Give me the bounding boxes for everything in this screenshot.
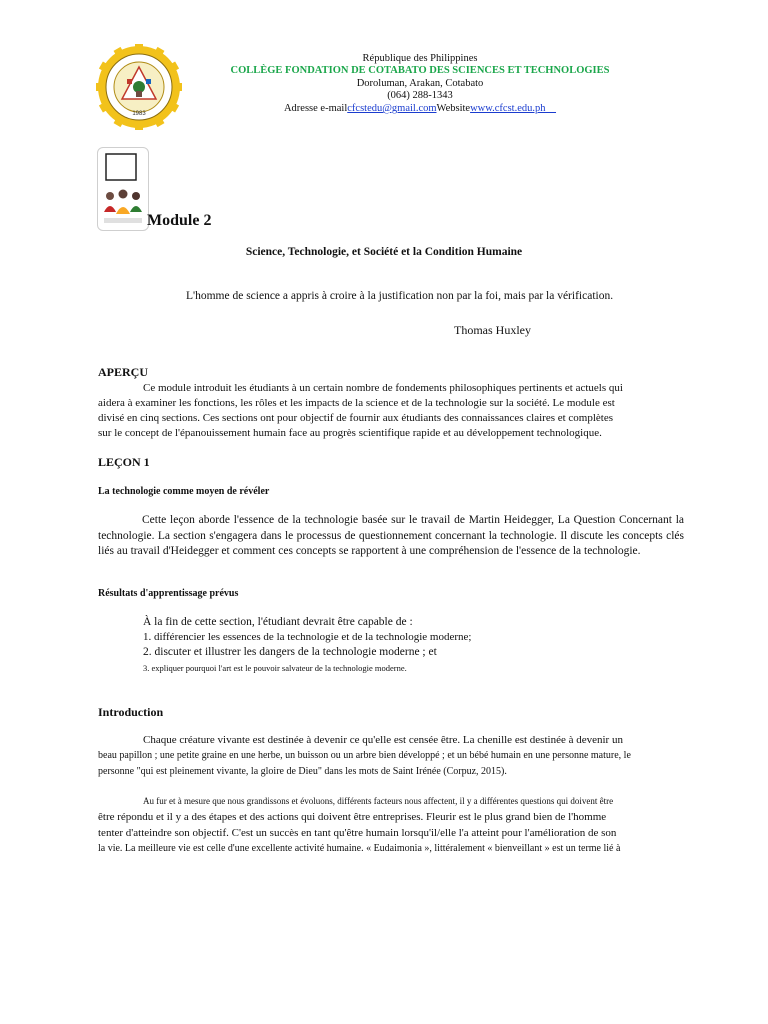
lecon-paragraph-text: Cette leçon aborde l'essence de la technologie basée sur le travail de Martin Heidegger, La Question Concernant la technologie. La section s'engagera dans le processus de questionnement concernant la technologie. Il discute les concepts clés liés au travail d'Heidegger et comment ces concepts se rapportent à une compréhension de l'essence de la technologie.: [98, 514, 684, 557]
epigraph-author: Thomas Huxley: [454, 323, 531, 337]
intro-p2-line-3: tenter d'atteindre son objectif. C'est un succès en tant qu'être humain lorsqu'il/elle l'a atteint pour l'amélioration de son: [98, 827, 617, 839]
resultats-item-2: 2. discuter et illustrer les dangers de la technologie moderne ; et: [143, 646, 437, 658]
intro-p2-line-1: Au fur et à mesure que nous grandissons et évoluons, différents facteurs nous affectent, il y a différentes questions qui doivent être: [143, 796, 614, 806]
lecon-subheading: La technologie comme moyen de révéler: [98, 486, 270, 497]
seal-year: 1983: [132, 111, 146, 117]
intro-p2-line-4: la vie. La meilleure vie est celle d'une excellente activité humaine. « Eudaimonia », littéralement « bienveillant » est un terme lié à: [98, 843, 621, 854]
email-label: Adresse e-mail: [283, 103, 348, 114]
intro-p1-line-1: Chaque créature vivante est destinée à devenir ce qu'elle est censée être. La chenille est destinée à devenir un: [143, 734, 623, 746]
intro-p1-line-3: personne "qui est pleinement vivante, la gloire de Dieu" dans les mots de Saint Irénée (Corpuz, 2015).: [98, 766, 507, 777]
module-subtitle: Science, Technologie, et Société et la Condition Humaine: [245, 246, 523, 258]
introduction-heading: Introduction: [98, 705, 164, 719]
lecon-paragraph: [98, 513, 684, 560]
email-link[interactable]: cfcstedu@gmail.com: [347, 103, 437, 114]
lecon-heading: LEÇON 1: [98, 455, 150, 469]
module-title: Module 2: [147, 212, 212, 229]
intro-p2-line-2: être répondu et il y a des étapes et des actions qui doivent être entreprises. Fleurir est le plus grand bien de l'homme: [98, 811, 607, 823]
apercu-line-2: aidera à examiner les fonctions, les rôles et les impacts de la science et de la technologie sur la société. Le module est: [98, 397, 615, 409]
website-link[interactable]: www.cfcst.edu.ph: [470, 103, 546, 114]
module-illustration-icon: [97, 147, 149, 231]
resultats-item-1: 1. différencier les essences de la technologie et de la technologie moderne;: [143, 631, 472, 643]
website-link-pad: [546, 103, 557, 114]
header-address: Doroluman, Arakan, Cotabato: [356, 78, 484, 89]
apercu-line-3: divisé en cinq sections. Ces sections ont pour objectif de fournir aux étudiants des connaissances claires et complètes: [98, 412, 614, 424]
header-phone: (064) 288-1343: [387, 90, 453, 101]
apercu-line-1: Ce module introduit les étudiants à un certain nombre de fondements philosophiques pertinents et actuels qui: [143, 382, 623, 394]
resultats-heading: Résultats d'apprentissage prévus: [98, 588, 239, 599]
apercu-line-4: sur le concept de l'épanouissement humain face au progrès scientifique rapide et au développement technologique.: [98, 427, 602, 439]
epigraph-quote: L'homme de science a appris à croire à la justification non par la foi, mais par la vérification.: [186, 290, 614, 302]
header-contact: [182, 102, 658, 115]
intro-p1-line-2: beau papillon ; une petite graine en une herbe, un buisson ou un arbre bien développé ; et un bébé humain en une personne mature, le: [98, 750, 631, 761]
college-seal-logo: [96, 44, 182, 130]
website-label: Website: [436, 103, 471, 114]
apercu-heading: APERÇU: [98, 365, 148, 379]
resultats-item-3: 3. expliquer pourquoi l'art est le pouvoir salvateur de la technologie moderne.: [143, 663, 407, 673]
header-republic: République des Philippines: [362, 53, 478, 64]
resultats-intro: À la fin de cette section, l'étudiant devrait être capable de :: [143, 616, 413, 628]
header-college-name: COLLÈGE FONDATION DE COTABATO DES SCIENCES ET TECHNOLOGIES: [230, 65, 610, 76]
